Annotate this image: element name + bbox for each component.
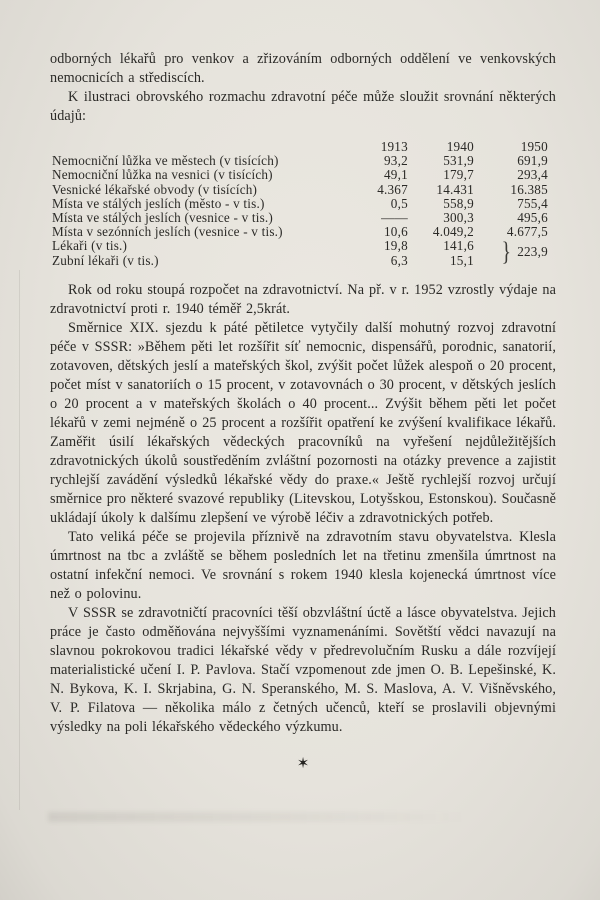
combined-value-1950: [474, 239, 548, 267]
value-1940: 141,6: [443, 238, 474, 254]
page-content: [50, 50, 556, 773]
paragraph-table-intro: K ilustraci obrovského rozmachu zdravotní péče může sloužit srovnání některých údajů:: [50, 89, 556, 124]
value-1950: 293,4: [517, 167, 548, 183]
empty-header-cell: [52, 140, 342, 154]
value-1950: 691,9: [517, 153, 548, 169]
row-label: Lékaři (v tis.): [52, 238, 128, 254]
row-label: Místa ve stálých jeslích (město - v tis.): [52, 195, 265, 211]
year-header-1913: 1913: [380, 139, 408, 154]
value-1913-dash: ——: [381, 210, 408, 226]
value-1913: 6,3: [390, 252, 408, 268]
value-1940: 531,9: [443, 153, 474, 169]
value-1950: 4.677,5: [506, 224, 548, 240]
row-label: Vesnické lékařské obvody (v tisících): [52, 181, 258, 197]
value-1913: 0,5: [390, 195, 408, 211]
paragraph-directives: Směrnice XIX. sjezdu k páté pětiletce vytyčily další mohutný rozvoj zdravotní péče v SSSR: »Během pěti let rozšířit síť nemocnic, dispensářů, porodnic, sanatorií, zotavoven, dětských jeslí a mateřských škol, zvýšit počet lůžek alespoň o 20 procent, počet míst v sanatoriích o 15 procent, v zotavovnách o 30 procent, v dětských jeslích o 20 procent a v mateřských školách o 40 procent... Zvýšit během pěti let počet lékařů v zemi nejméně o 25 procent a rozšířit opatření ke zvýšení kvalifikace lékařů. Zaměřit úsilí lékařských vědeckých pracovníků na vyřešení nejdůležitějších zdravotnických úkolů soustředěním zvláštní pozornosti na otázky prevence a zajistit rychlejší zavádění výsledků lékařské vědy do praxe.« Ještě rychlejší rozvoj určují směrnice pro některé svazové republiky (Litevskou, Lotyšskou, Estonskou). Současně ukládají úkoly k dalšímu zlepšení ve výrobě léčiv a zdravotnických potřeb.: [50, 319, 556, 526]
paragraph-continuation: odborných lékařů pro venkov a zřizováním odborných oddělení ve venkovských nemocnicích a střediscích.: [50, 51, 556, 86]
row-label: Nemocniční lůžka ve městech (v tisících): [52, 153, 279, 169]
page-showthrough-artifact: [48, 812, 468, 822]
paragraph-health-status: Tato veliká péče se projevila příznivě na zdravotním stavu obyvatelstva. Klesla úmrtnost na tbc a zvláště se během posledních let na třetinu zmenšila úmrtnost na ostatní infekční nemoci. Ve srovnání s rokem 1940 klesla kojenecká úmrtnost více než o polovinu.: [50, 528, 556, 602]
value-1940: 179,7: [443, 167, 474, 183]
table-header-row: [52, 140, 548, 154]
value-1913: 4.367: [377, 181, 408, 197]
table-row: [52, 154, 548, 168]
value-1940: 4.049,2: [432, 224, 474, 240]
row-label: Nemocniční lůžka na vesnici (v tisících): [52, 167, 273, 183]
value-1913: 19,8: [383, 238, 408, 254]
table-row: [52, 197, 548, 211]
table-row: [52, 239, 548, 253]
table-row: [52, 168, 548, 182]
combined-value-text: 223,9: [517, 244, 548, 260]
value-1913: 93,2: [383, 153, 408, 169]
row-label: Místa ve stálých jeslích (vesnice - v tis.): [52, 210, 274, 226]
paragraph-budget: Rok od roku stoupá rozpočet na zdravotnictví. Na př. v r. 1952 vzrostly výdaje na zdravotnictví proti r. 1940 téměř 2,5krát.: [50, 281, 556, 317]
year-header-1950: 1950: [520, 139, 548, 154]
value-1940: 558,9: [443, 195, 474, 211]
year-header-1940: 1940: [446, 139, 474, 154]
value-1950: 755,4: [517, 195, 548, 211]
paragraph-scientists: V SSSR se zdravotničtí pracovníci těší obzvláštní úctě a lásce obyvatelstva. Jejich práce je často odměňována nejvyššími vyznamenáními. Sovětští vědci navazují na slavnou pokrokovou tradici lékařské vědy v předrevolučním Rusku a dále rozvíjejí materialistické učení I. P. Pavlova. Stačí vzpomenout zde jmen O. B. Lepešinské, K. N. Bykova, K. I. Skrjabina, G. N. Speranského, M. S. Maslova, A. V. Višněvského, V. P. Filatova — několika málo z četných učenců, kteří se proslavili objevnými výsledky na poli lékařského vědeckého výzkumu.: [50, 604, 556, 735]
value-1950: 495,6: [517, 210, 548, 226]
value-1950: 16.385: [510, 181, 548, 197]
brace-glyph: }: [501, 237, 511, 267]
table-row: [52, 225, 548, 239]
value-1913: 49,1: [383, 167, 408, 183]
table-row: [52, 211, 548, 225]
value-1940: 15,1: [449, 252, 474, 268]
section-divider-star: ✶: [296, 755, 310, 772]
value-1940: 14.431: [436, 181, 474, 197]
row-label: Místa v sezónních jeslích (vesnice - v tis.): [52, 224, 283, 240]
scan-crease-line: [19, 270, 20, 810]
statistics-table: [52, 140, 548, 268]
table-row: [52, 183, 548, 197]
row-label: Zubní lékaři (v tis.): [52, 252, 159, 268]
value-1940: 300,3: [443, 210, 474, 226]
value-1913: 10,6: [383, 224, 408, 240]
